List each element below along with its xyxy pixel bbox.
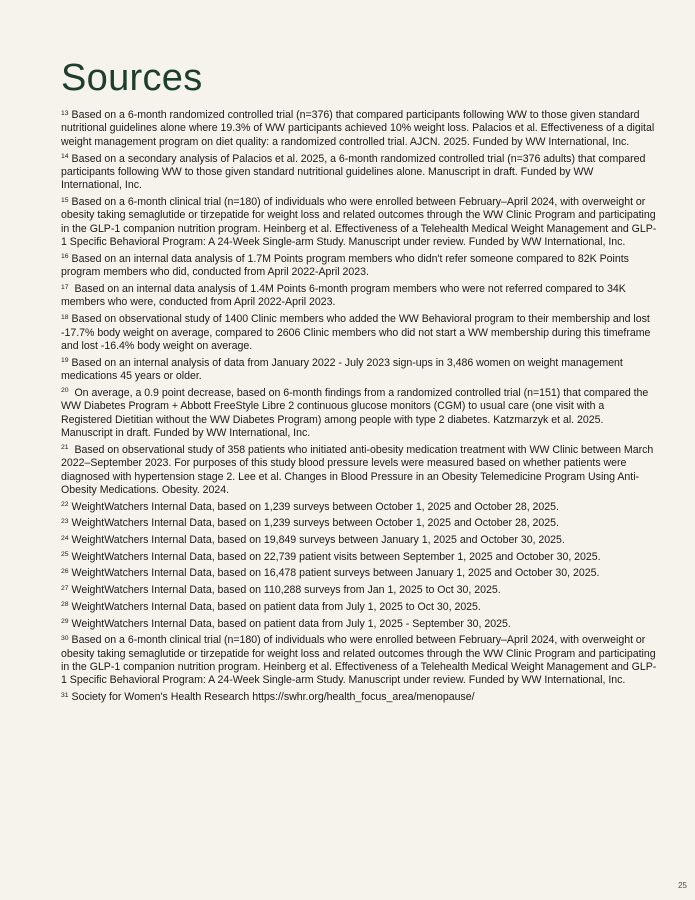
source-number: 23: [61, 517, 69, 525]
source-number: 15: [61, 196, 69, 204]
source-text: WeightWatchers Internal Data, based on 1,239 surveys between October 1, 2025 and October 28, 2025.: [71, 517, 559, 530]
source-item-17: [61, 283, 657, 310]
source-text: WeightWatchers Internal Data, based on patient data from July 1, 2025 to Oct 30, 2025.: [71, 600, 481, 613]
source-item-31: [61, 691, 657, 704]
source-number: 28: [61, 601, 69, 609]
source-text: WeightWatchers Internal Data, based on 1,239 surveys between October 1, 2025 and October 28, 2025.: [71, 500, 559, 513]
source-number: 30: [61, 634, 69, 642]
source-text: On average, a 0.9 point decrease, based on 6-month findings from a randomized controlled trial (n=151) that compared the WW Diabetes Program + Abbott FreeStyle Libre 2 continuous glucose monitors (CGM) to usual care (one visit with a Registered Dietitian without the WW Diabetes Program) among people with type 2 diabetes. Katzmarzyk et al. 2025. Manuscript in draft. Funded by WW International, Inc.: [61, 386, 649, 440]
source-item-16: [61, 253, 657, 280]
page-title: Sources: [61, 57, 203, 99]
source-number: 29: [61, 618, 69, 626]
source-item-18: [61, 313, 657, 353]
source-number: 31: [61, 691, 69, 699]
page-number: 25: [678, 881, 687, 890]
source-item-30: [61, 634, 657, 688]
source-text: Based on observational study of 1400 Clinic members who added the WW Behavioral program to their membership and lost -17.7% body weight on average, compared to 2606 Clinic members who did not start a WW membership during this timeframe and lost -16.4% body weight on average.: [61, 313, 651, 352]
source-item-25: [61, 551, 657, 564]
source-item-13: [61, 109, 657, 149]
source-number: 27: [61, 584, 69, 592]
source-number: 16: [61, 253, 69, 261]
source-item-24: [61, 534, 657, 547]
source-number: 22: [61, 501, 69, 509]
sources-list: [61, 109, 657, 708]
source-text: Society for Women's Health Research https://swhr.org/health_focus_area/menopause/: [71, 691, 475, 704]
source-number: 17: [61, 283, 69, 291]
source-text: Based on an internal data analysis of 1.7M Points program members who didn't refer someone compared to 82K Points program members who did, conducted from April 2022-April 2023.: [61, 252, 629, 279]
source-number: 20: [61, 387, 69, 395]
source-number: 13: [61, 109, 69, 117]
source-text: WeightWatchers Internal Data, based on 22,739 patient visits between September 1, 2025 and October 30, 2025.: [71, 550, 601, 563]
source-item-22: [61, 501, 657, 514]
source-text: Based on observational study of 358 patients who initiated anti-obesity medication treatment with WW Clinic between March 2022–September 2023. For purposes of this study blood pressure levels were measured based on whether patients were diagnosed with hypertension stage 2. Lee et al. Changes in Blood Pressure in an Obesity Telemedicine Program Using Anti-Obesity Medications. Obesity. 2024.: [61, 443, 654, 496]
source-item-28: [61, 601, 657, 614]
source-text: Based on an internal data analysis of 1.4M Points 6-month program members who were not referred compared to 34K members who were, conducted from April 2022-April 2023.: [61, 283, 626, 309]
source-item-27: [61, 584, 657, 597]
source-number: 19: [61, 357, 69, 365]
source-number: 24: [61, 534, 69, 542]
source-item-21: [61, 444, 657, 498]
source-text: WeightWatchers Internal Data, based on 16,478 patient surveys between January 1, 2025 and October 30, 2025.: [71, 567, 600, 580]
source-item-15: [61, 196, 657, 250]
source-item-20: [61, 387, 657, 441]
source-item-14: [61, 153, 657, 193]
source-item-19: [61, 357, 657, 384]
source-text: Based on an internal analysis of data from January 2022 - July 2023 sign-ups in 3,486 women on weight management medications 45 years or older.: [61, 356, 623, 383]
source-number: 25: [61, 551, 69, 559]
source-text: Based on a 6-month clinical trial (n=180) of individuals who were enrolled between February–April 2024, with overweight or obesity taking semaglutide or tirzepatide for weight loss and related outcomes through the WW Clinic Program and participating in the GLP-1 companion nutrition program. Heinberg et al. Effectiveness of a Telehealth Medical Weight Management and GLP-1 Specific Behavioral Program: A 24-Week Single-arm Study. Manuscript under review. Funded by WW International, Inc.: [61, 634, 657, 687]
source-number: 18: [61, 313, 69, 321]
source-number: 14: [61, 153, 69, 161]
source-text: WeightWatchers Internal Data, based on 19,849 surveys between January 1, 2025 and October 30, 2025.: [71, 534, 565, 547]
source-text: Based on a 6-month randomized controlled trial (n=376) that compared participants following WW to those given standard nutritional guidelines alone where 19.3% of WW participants achieved 10% weight loss. Palacios et al. Effectiveness of a digital weight management program on diet quality: a randomized controlled trial. AJCN. 2025. Funded by WW International, Inc.: [61, 109, 655, 148]
source-text: WeightWatchers Internal Data, based on patient data from July 1, 2025 - September 30, 2025.: [71, 617, 511, 630]
source-text: Based on a secondary analysis of Palacios et al. 2025, a 6-month randomized controlled trial (n=376 adults) that compared participants following WW to those given standard nutritional guidelines alone. Manuscript in draft. Funded by WW International, Inc.: [61, 152, 646, 192]
source-item-29: [61, 618, 657, 631]
source-text: Based on a 6-month clinical trial (n=180) of individuals who were enrolled between February–April 2024, with overweight or obesity taking semaglutide or tirzepatide for weight loss and related outcomes through the WW Clinic Program and participating in the GLP-1 companion nutrition program. Heinberg et al. Effectiveness of a Telehealth Medical Weight Management and GLP-1 Specific Behavioral Program: A 24-Week Single-arm Study. Manuscript under review. Funded by WW International, Inc.: [61, 196, 657, 249]
source-text: WeightWatchers Internal Data, based on 110,288 surveys from Jan 1, 2025 to Oct 30, 2025.: [71, 584, 501, 597]
source-item-26: [61, 567, 657, 580]
source-item-23: [61, 517, 657, 530]
source-number: 26: [61, 567, 69, 575]
source-number: 21: [61, 444, 69, 452]
